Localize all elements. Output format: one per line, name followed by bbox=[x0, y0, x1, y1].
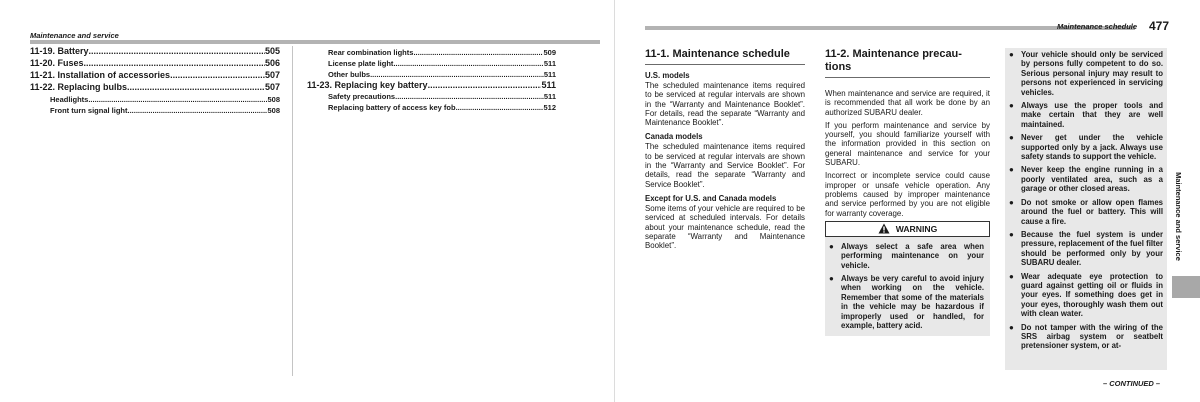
warning-triangle-icon bbox=[878, 223, 890, 234]
bullet-dot: ● bbox=[1009, 50, 1014, 59]
bullet-dot: ● bbox=[1009, 271, 1014, 281]
toc-entry[interactable]: License plate light ..... 511 bbox=[328, 59, 556, 68]
paragraph: If you perform maintenance and service by yourself, you should familiarize yourself with the information provided in this section on general maintenance and service for your SUBARU. bbox=[825, 120, 990, 168]
bullet-dot: ● bbox=[1009, 322, 1014, 332]
left-page-header: Maintenance and service bbox=[30, 31, 119, 40]
warning-panel bbox=[825, 237, 990, 336]
toc-entry[interactable]: 11-22. Replacing bulbs ..... 507 bbox=[30, 82, 280, 92]
section-title-line: tions bbox=[825, 61, 852, 73]
section-rule bbox=[645, 64, 805, 65]
continued-label: – CONTINUED – bbox=[1103, 379, 1161, 388]
warning-bullet: ● Because the fuel system is under pressure, replacement of the fuel filter should be performed only by your SUBARU dealer. bbox=[1009, 229, 1163, 268]
bullet-dot: ● bbox=[1009, 165, 1014, 175]
subheading: U.S. models bbox=[645, 71, 690, 80]
chapter-tab-label: Maintenance and service bbox=[1173, 171, 1183, 261]
bullet-dot: ● bbox=[829, 241, 834, 251]
paragraph: The scheduled maintenance items required to be serviced at regular intervals are shown in the “Warranty and Service Booklet”. For details, read the separate “Warranty and Service Booklet”. bbox=[645, 142, 805, 189]
warning-bullet: ● Never get under the vehicle supported only by a jack. Always use safety stands to support the vehicle. bbox=[1009, 133, 1163, 162]
toc-entry[interactable]: Rear combination lights ..... 509 bbox=[328, 48, 556, 57]
warning-bullet: ● Always select a safe area when performing maintenance on your vehicle. bbox=[829, 241, 984, 270]
warning-bullet: ● Do not smoke or allow open flames around the fuel or battery. This will cause a fire. bbox=[1009, 197, 1163, 226]
bullet-dot: ● bbox=[1009, 133, 1014, 143]
section-title: 11-1. Maintenance schedule bbox=[645, 48, 790, 60]
toc-entry[interactable]: 11-19. Battery ..... 505 bbox=[30, 46, 280, 56]
paragraph: When maintenance and service are required, it is recommended that all work be done by an authorized SUBARU dealer. bbox=[825, 89, 990, 117]
chapter-tab-marker bbox=[1172, 276, 1200, 298]
bullet-dot: ● bbox=[1009, 197, 1014, 207]
bullet-dot: ● bbox=[1009, 229, 1014, 239]
section-title-line: 11-2. Maintenance precau- bbox=[825, 48, 962, 60]
toc-entry[interactable]: Safety precautions ..... 511 bbox=[328, 92, 556, 101]
toc-entry[interactable]: Front turn signal light ..... 508 bbox=[50, 106, 280, 115]
page-number: 477 bbox=[1149, 19, 1170, 33]
warning-bullet: ● Always be very careful to avoid injury when working on the vehicle. Remember that some of the materials in the vehicle may be hazardous if improperly used or handled, for example, battery acid. bbox=[829, 274, 984, 331]
warning-bullet: ● Your vehicle should only be serviced by persons fully competent to do so. Serious personal injury may result to persons not experienced in servicing vehicles. bbox=[1009, 50, 1163, 97]
section-title bbox=[825, 48, 990, 74]
warning-bullet: ● Do not tamper with the wiring of the SRS airbag system or seatbelt pretensioner system, or at- bbox=[1009, 322, 1163, 351]
bullet-dot: ● bbox=[1009, 101, 1014, 111]
warning-text: WARNING bbox=[895, 223, 938, 234]
toc-column-2 bbox=[307, 48, 556, 118]
page-gutter bbox=[614, 0, 615, 402]
paragraph: The scheduled maintenance items required to be serviced at regular intervals are shown in the “Warranty and Maintenance Booklet”. For details, read the separate “Warranty and Maintenance Booklet”. bbox=[645, 81, 805, 128]
toc-column-1 bbox=[30, 46, 280, 116]
section-rule bbox=[825, 77, 990, 78]
column-divider bbox=[292, 46, 293, 376]
bullet-dot: ● bbox=[829, 274, 834, 284]
schedule-section bbox=[645, 48, 805, 250]
toc-entry[interactable]: Headlights ..... 508 bbox=[50, 95, 280, 104]
warning-label bbox=[825, 221, 990, 237]
toc-entry[interactable]: 11-23. Replacing key battery ..... 511 bbox=[307, 80, 556, 90]
subheading: Canada models bbox=[645, 132, 703, 142]
warning-panel-continued bbox=[1005, 48, 1167, 370]
paragraph: Some items of your vehicle are required to be serviced at scheduled intervals. For details about your maintenance schedule, read the separate “Warranty and Maintenance Booklet”. bbox=[645, 203, 805, 251]
toc-entry[interactable]: 11-20. Fuses ..... 506 bbox=[30, 58, 280, 68]
warning-bullet: ● Always use the proper tools and make certain that they are well maintained. bbox=[1009, 101, 1163, 129]
precautions-section bbox=[825, 48, 990, 336]
warning-bullet: ● Never keep the engine running in a poorly ventilated area, such as a garage or other closed areas. bbox=[1009, 165, 1163, 194]
subheading: Except for U.S. and Canada models bbox=[645, 193, 777, 203]
toc-entry[interactable]: Other bulbs ..... 511 bbox=[328, 70, 556, 79]
toc-entry[interactable]: 11-21. Installation of accessories ..... 507 bbox=[30, 70, 280, 80]
toc-entry[interactable]: Replacing battery of access key fob ..... 512 bbox=[328, 103, 556, 112]
warning-bullet: ● Wear adequate eye protection to guard against getting oil or fluids in your eyes. If something does get in your eyes, thoroughly wash them out with clean water. bbox=[1009, 271, 1163, 319]
left-header-rule bbox=[30, 40, 600, 44]
paragraph: Incorrect or incomplete service could cause improper or unsafe vehicle operation. Any problems caused by improper maintenance and service performed by you are not eligible for warranty coverage. bbox=[825, 171, 990, 218]
right-page-header: Maintenance schedule bbox=[1057, 22, 1138, 31]
